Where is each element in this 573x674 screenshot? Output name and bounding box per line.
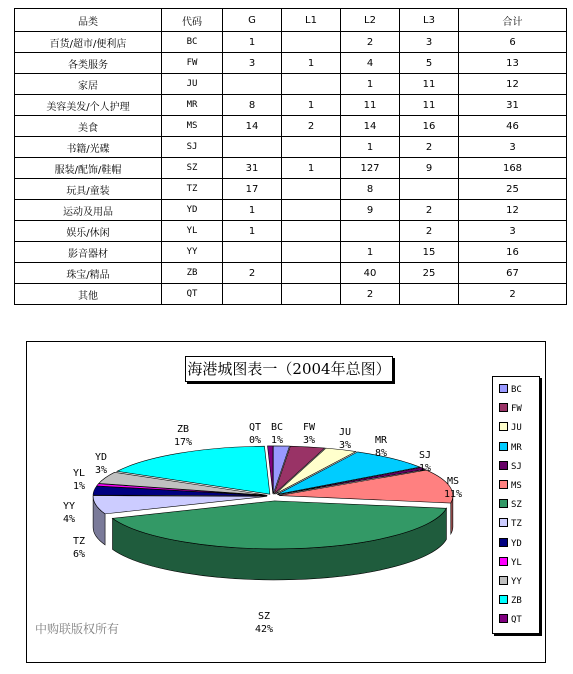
value-cell [341, 221, 400, 242]
table-row [15, 284, 567, 305]
chart-title: 海港城图表一（2004年总图） [185, 356, 393, 382]
slice-category-label: JU [338, 427, 352, 438]
table-row [15, 179, 567, 200]
value-cell: 9 [400, 158, 459, 179]
value-cell: 9 [341, 200, 400, 221]
slice-category-label: MS [446, 476, 460, 487]
value-cell: 2 [341, 32, 400, 53]
column-header: L1 [282, 9, 341, 32]
legend-item-yl [499, 557, 522, 569]
table-row [15, 116, 567, 137]
code-cell: MR [162, 95, 223, 116]
legend-label: YD [511, 538, 522, 549]
value-cell: 2 [223, 263, 282, 284]
slice-category-label: YL [72, 468, 86, 479]
value-cell: 11 [341, 95, 400, 116]
value-cell: 6 [459, 32, 567, 53]
legend-swatch [499, 403, 508, 412]
slice-percent-label: 3% [94, 465, 108, 476]
legend-swatch [499, 557, 508, 566]
code-cell: ZB [162, 263, 223, 284]
value-cell: 168 [459, 158, 567, 179]
category-cell: 影音器材 [15, 242, 162, 263]
table-row [15, 158, 567, 179]
slice-category-label: SZ [257, 611, 271, 622]
column-header: G [223, 9, 282, 32]
slice-category-label: QT [248, 422, 262, 433]
slice-category-label: YD [94, 452, 108, 463]
value-cell: 2 [459, 284, 567, 305]
category-cell: 百货/超市/便利店 [15, 32, 162, 53]
slice-percent-label: 1% [418, 463, 432, 474]
legend-item-bc [499, 384, 522, 396]
value-cell: 8 [223, 95, 282, 116]
slice-percent-label: 3% [302, 435, 316, 446]
value-cell: 1 [282, 158, 341, 179]
category-cell: 运动及用品 [15, 200, 162, 221]
table-row [15, 263, 567, 284]
value-cell: 25 [400, 263, 459, 284]
value-cell: 11 [400, 95, 459, 116]
legend-swatch [499, 480, 508, 489]
legend-item-tz [499, 518, 522, 530]
slice-label-bc [271, 422, 283, 446]
code-cell: JU [162, 74, 223, 95]
table-row [15, 200, 567, 221]
value-cell [282, 137, 341, 158]
code-cell: TZ [162, 179, 223, 200]
code-cell: YY [162, 242, 223, 263]
value-cell [223, 284, 282, 305]
value-cell: 1 [223, 200, 282, 221]
legend-label: SZ [511, 500, 522, 511]
value-cell: 1 [223, 32, 282, 53]
table-row [15, 32, 567, 53]
value-cell: 12 [459, 74, 567, 95]
code-cell: YD [162, 200, 223, 221]
slice-percent-label: 3% [338, 440, 352, 451]
slice-percent-label: 6% [72, 549, 86, 560]
slice-category-label: ZB [176, 424, 190, 435]
table-row [15, 74, 567, 95]
category-cell: 书籍/光碟 [15, 137, 162, 158]
code-cell: SZ [162, 158, 223, 179]
value-cell: 1 [223, 221, 282, 242]
value-cell: 1 [341, 242, 400, 263]
value-cell: 1 [282, 53, 341, 74]
legend-label: TZ [511, 519, 522, 530]
legend-item-qt [499, 614, 522, 626]
value-cell: 3 [400, 32, 459, 53]
value-cell [282, 242, 341, 263]
slice-label-yy [63, 501, 75, 525]
legend-label: BC [511, 385, 522, 395]
legend-item-yd [499, 538, 522, 550]
legend-item-ms [499, 480, 522, 492]
value-cell [223, 137, 282, 158]
legend-swatch [499, 538, 508, 547]
legend-label: YL [511, 557, 522, 568]
slice-category-label: SJ [418, 450, 432, 461]
legend-swatch [499, 384, 508, 393]
legend-swatch [499, 576, 508, 585]
value-cell [223, 242, 282, 263]
legend-label: SJ [511, 461, 522, 472]
value-cell: 2 [341, 284, 400, 305]
legend-swatch [499, 499, 508, 508]
value-cell [282, 221, 341, 242]
slice-label-mr [375, 435, 388, 459]
legend-swatch [499, 461, 508, 470]
slice-category-label: TZ [72, 536, 86, 547]
slice-percent-label: 17% [173, 437, 193, 448]
legend-item-sz [499, 499, 522, 511]
value-cell: 3 [459, 137, 567, 158]
value-cell: 46 [459, 116, 567, 137]
value-cell: 1 [341, 74, 400, 95]
value-cell: 25 [459, 179, 567, 200]
category-cell: 娱乐/休闲 [15, 221, 162, 242]
value-cell: 13 [459, 53, 567, 74]
legend-label: ZB [511, 596, 522, 607]
value-cell: 12 [459, 200, 567, 221]
category-cell: 其他 [15, 284, 162, 305]
value-cell: 17 [223, 179, 282, 200]
legend-label: MS [511, 481, 522, 491]
slice-label-ju [339, 427, 351, 451]
value-cell: 31 [223, 158, 282, 179]
value-cell: 14 [223, 116, 282, 137]
legend-swatch [499, 614, 508, 623]
column-header: 品类 [15, 9, 162, 32]
code-cell: BC [162, 32, 223, 53]
category-cell: 珠宝/精品 [15, 263, 162, 284]
legend-item-zb [499, 595, 522, 607]
slice-percent-label: 0% [248, 435, 262, 446]
value-cell: 31 [459, 95, 567, 116]
legend-item-ju [499, 422, 522, 434]
category-cell: 服装/配饰/鞋帽 [15, 158, 162, 179]
legend-item-sj [499, 461, 522, 473]
legend-item-fw [499, 403, 522, 415]
value-cell: 16 [400, 116, 459, 137]
value-cell: 5 [400, 53, 459, 74]
value-cell: 2 [400, 221, 459, 242]
table-row [15, 242, 567, 263]
value-cell [400, 179, 459, 200]
slice-label-yd [95, 452, 107, 476]
legend-item-mr [499, 442, 522, 454]
legend-swatch [499, 518, 508, 527]
table-row [15, 53, 567, 74]
category-cell: 美容美发/个人护理 [15, 95, 162, 116]
column-header: 合计 [459, 9, 567, 32]
slice-category-label: BC [270, 422, 284, 433]
value-cell: 1 [341, 137, 400, 158]
watermark: 中购联版权所有 [35, 622, 120, 636]
chart-legend [492, 376, 540, 634]
category-cell: 家居 [15, 74, 162, 95]
value-cell: 1 [282, 95, 341, 116]
category-table [14, 8, 567, 305]
slice-label-fw [303, 422, 316, 446]
legend-swatch [499, 595, 508, 604]
slice-percent-label: 4% [62, 514, 76, 525]
value-cell: 3 [459, 221, 567, 242]
value-cell [282, 284, 341, 305]
table-row [15, 95, 567, 116]
legend-label: QT [511, 615, 522, 626]
legend-label: YY [511, 577, 522, 587]
value-cell: 14 [341, 116, 400, 137]
value-cell: 3 [223, 53, 282, 74]
pie-plot [27, 342, 545, 662]
value-cell [282, 179, 341, 200]
pie-chart [26, 341, 546, 663]
value-cell [282, 74, 341, 95]
slice-percent-label: 1% [72, 481, 86, 492]
slice-label-yl [73, 468, 85, 492]
column-header: L2 [341, 9, 400, 32]
slice-label-zb [174, 424, 192, 448]
table-row [15, 137, 567, 158]
value-cell: 2 [282, 116, 341, 137]
value-cell [282, 200, 341, 221]
column-header: L3 [400, 9, 459, 32]
value-cell: 2 [400, 137, 459, 158]
legend-label: MR [511, 442, 522, 453]
code-cell: YL [162, 221, 223, 242]
value-cell: 16 [459, 242, 567, 263]
slice-label-sj [419, 450, 431, 474]
slice-percent-label: 11% [443, 489, 463, 500]
slice-category-label: MR [374, 435, 388, 446]
legend-swatch [499, 422, 508, 431]
value-cell: 8 [341, 179, 400, 200]
value-cell: 40 [341, 263, 400, 284]
table-header-row [15, 9, 567, 32]
value-cell [282, 32, 341, 53]
value-cell: 127 [341, 158, 400, 179]
slice-label-sz [255, 611, 273, 635]
slice-percent-label: 42% [254, 624, 274, 635]
column-header: 代码 [162, 9, 223, 32]
value-cell: 67 [459, 263, 567, 284]
code-cell: SJ [162, 137, 223, 158]
slice-category-label: YY [62, 501, 76, 512]
code-cell: MS [162, 116, 223, 137]
table-body [15, 32, 567, 305]
value-cell: 4 [341, 53, 400, 74]
table-row [15, 221, 567, 242]
value-cell [223, 74, 282, 95]
slice-percent-label: 8% [374, 448, 388, 459]
slice-percent-label: 1% [270, 435, 284, 446]
legend-item-yy [499, 576, 522, 588]
legend-label: JU [511, 423, 522, 434]
category-cell: 美食 [15, 116, 162, 137]
legend-swatch [499, 442, 508, 451]
slice-category-label: FW [302, 422, 316, 433]
value-cell [282, 263, 341, 284]
value-cell: 11 [400, 74, 459, 95]
value-cell: 2 [400, 200, 459, 221]
value-cell [400, 284, 459, 305]
code-cell: FW [162, 53, 223, 74]
slice-label-qt [249, 422, 261, 446]
value-cell: 15 [400, 242, 459, 263]
legend-label: FW [511, 404, 522, 415]
category-cell: 各类服务 [15, 53, 162, 74]
code-cell: QT [162, 284, 223, 305]
pie-tops [93, 446, 453, 549]
category-cell: 玩具/童装 [15, 179, 162, 200]
slice-label-tz [73, 536, 85, 560]
